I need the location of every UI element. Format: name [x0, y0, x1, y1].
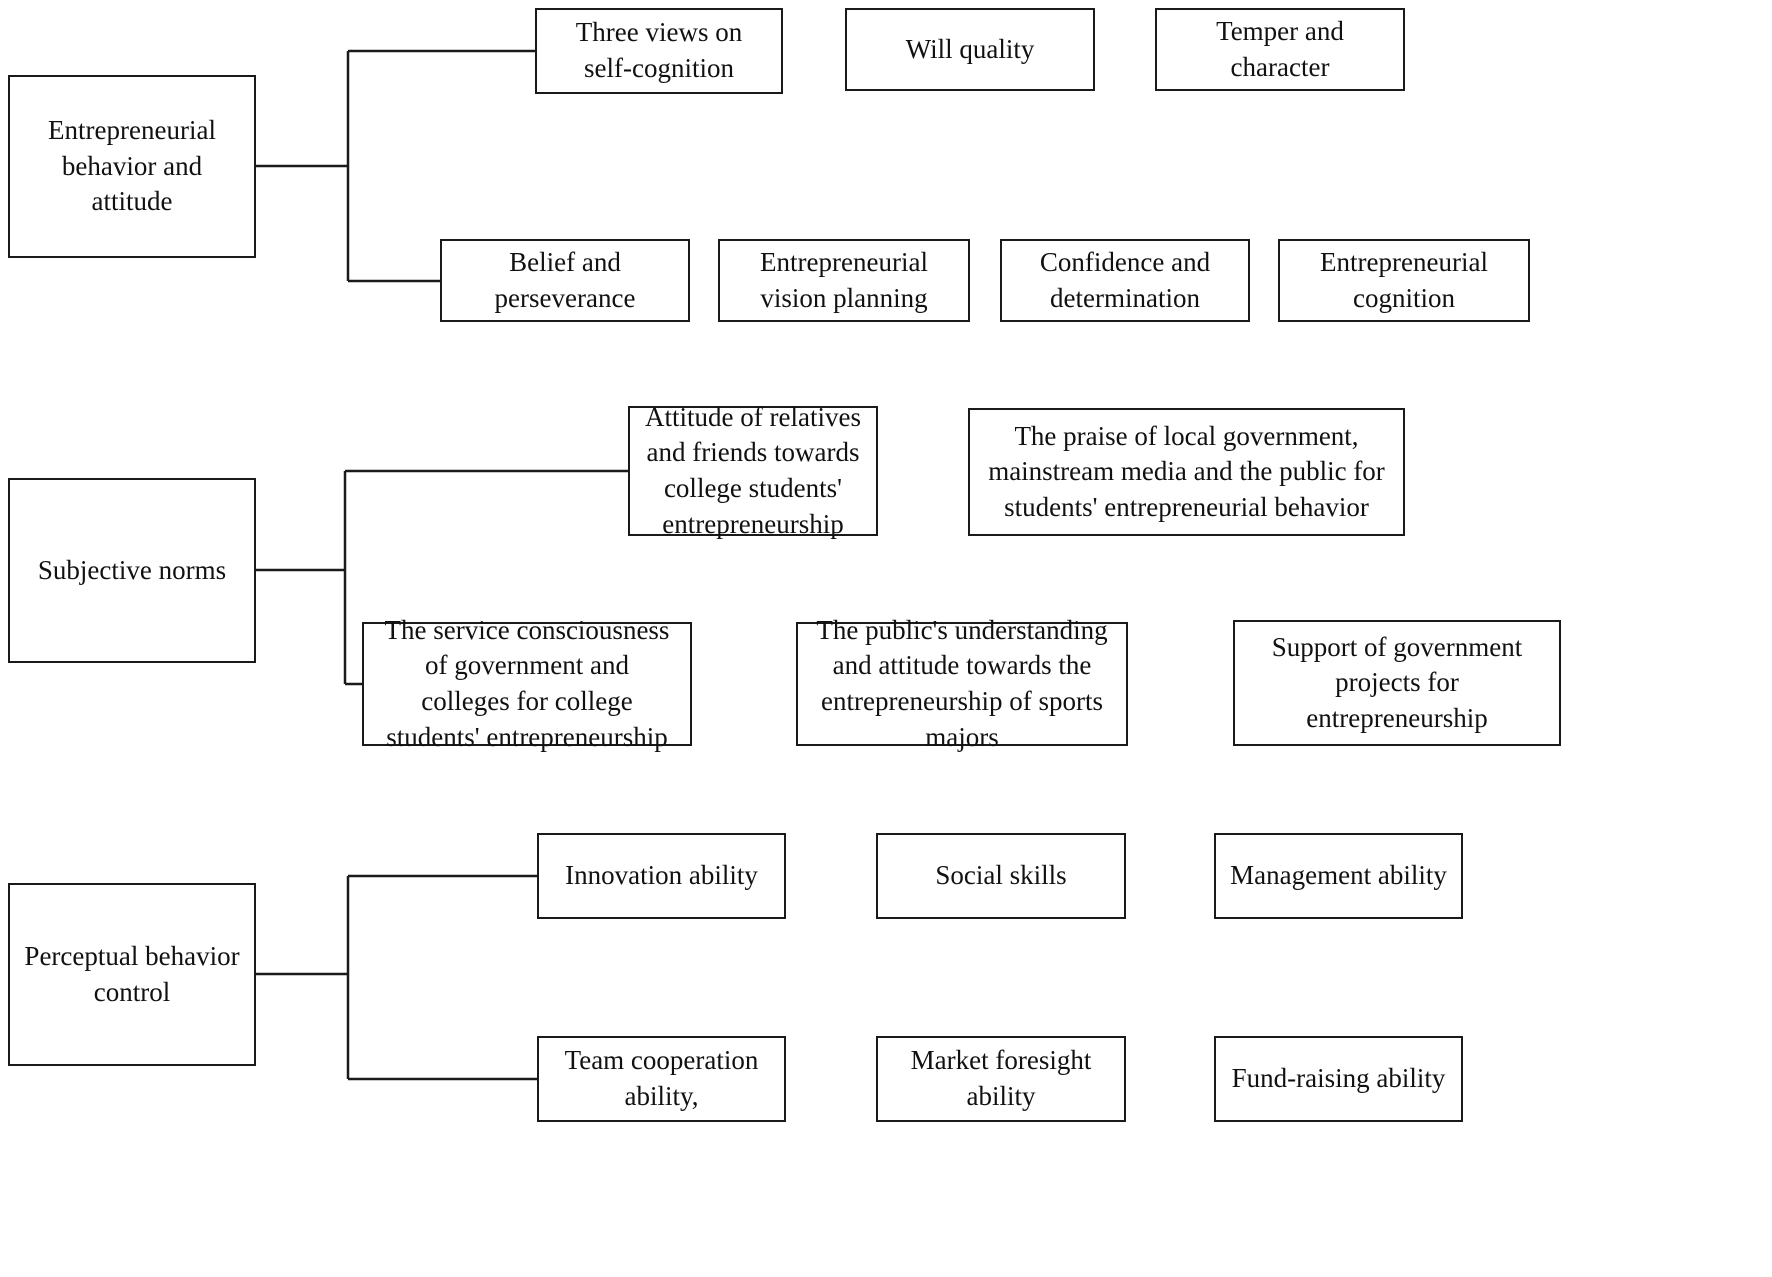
node-confidence-and-determination: Confidence and determination	[1000, 239, 1250, 322]
node-innovation-ability: Innovation ability	[537, 833, 786, 919]
node-entrepreneurial-cognition: Entrepreneurial cognition	[1278, 239, 1530, 322]
node-temper-and-character: Temper and character	[1155, 8, 1405, 91]
node-attitude-of-relatives-and-friends: Attitude of relatives and friends towards college students' entrepreneurship	[628, 406, 878, 536]
node-market-foresight-ability: Market foresight ability	[876, 1036, 1126, 1122]
node-will-quality: Will quality	[845, 8, 1095, 91]
node-perceptual-behavior-control: Perceptual behavior control	[8, 883, 256, 1066]
node-publics-understanding-and-attitude: The public's understanding and attitude towards the entrepreneurship of sports majors	[796, 622, 1128, 746]
node-social-skills: Social skills	[876, 833, 1126, 919]
node-service-consciousness-of-government: The service consciousness of government and colleges for college students' entrepreneurship	[362, 622, 692, 746]
node-management-ability: Management ability	[1214, 833, 1463, 919]
node-entrepreneurial-behavior-and-attitude: Entrepreneurial behavior and attitude	[8, 75, 256, 258]
node-fund-raising-ability: Fund-raising ability	[1214, 1036, 1463, 1122]
node-team-cooperation-ability: Team cooperation ability,	[537, 1036, 786, 1122]
node-entrepreneurial-vision-planning: Entrepreneurial vision planning	[718, 239, 970, 322]
node-support-of-government-projects: Support of government projects for entrepreneurship	[1233, 620, 1561, 746]
connector-group-3	[256, 876, 537, 1079]
node-praise-of-local-government: The praise of local government, mainstream media and the public for students' entrepreneurial behavior	[968, 408, 1405, 536]
node-three-views-on-self-cognition: Three views on self-cognition	[535, 8, 783, 94]
node-belief-and-perseverance: Belief and perseverance	[440, 239, 690, 322]
node-subjective-norms: Subjective norms	[8, 478, 256, 663]
